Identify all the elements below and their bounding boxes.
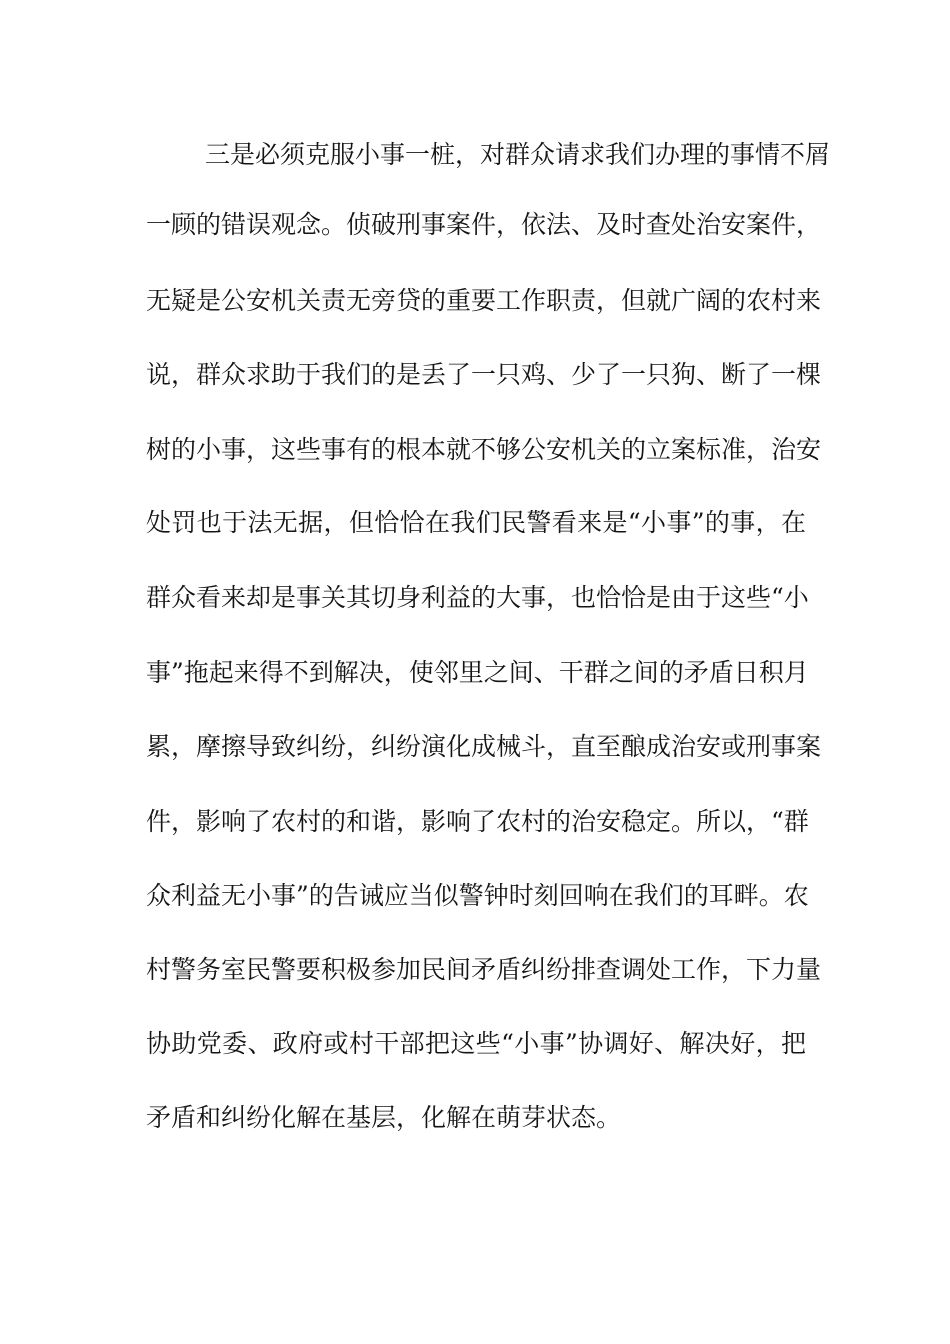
paragraph-line: 件，影响了农村的和谐，影响了农村的治安稳定。所以，“群 [146, 807, 809, 836]
paragraph-line: 树的小事，这些事有的根本就不够公安机关的立案标准，治安 [146, 435, 822, 464]
paragraph-line: 群众看来却是事关其切身利益的大事，也恰恰是由于这些“小 [146, 583, 809, 612]
paragraph-line: 三是必须克服小事一桩，对群众请求我们办理的事情不屑 [205, 140, 831, 169]
paragraph-line: 协助党委、政府或村干部把这些“小事”协调好、解决好，把 [146, 1029, 806, 1058]
paragraph-line: 一顾的错误观念。侦破刑事案件，依法、及时查处治安案件， [146, 210, 822, 239]
paragraph-line: 村警务室民警要积极参加民间矛盾纠纷排查调处工作，下力量 [146, 955, 822, 984]
paragraph-line: 说，群众求助于我们的是丢了一只鸡、少了一只狗、断了一棵 [146, 360, 822, 389]
paragraph-line: 处罚也于法无据，但恰恰在我们民警看来是“小事”的事，在 [146, 508, 806, 537]
paragraph-line: 矛盾和纠纷化解在基层，化解在萌芽状态。 [146, 1103, 622, 1132]
paragraph-line: 众利益无小事”的告诫应当似警钟时刻回响在我们的耳畔。农 [146, 881, 809, 910]
paragraph-line: 无疑是公安机关责无旁贷的重要工作职责，但就广阔的农村来 [146, 286, 822, 315]
paragraph-line: 累，摩擦导致纠纷，纠纷演化成械斗，直至酿成治安或刑事案 [146, 732, 822, 761]
paragraph-line: 事”拖起来得不到解决，使邻里之间、干群之间的矛盾日积月 [146, 658, 809, 687]
